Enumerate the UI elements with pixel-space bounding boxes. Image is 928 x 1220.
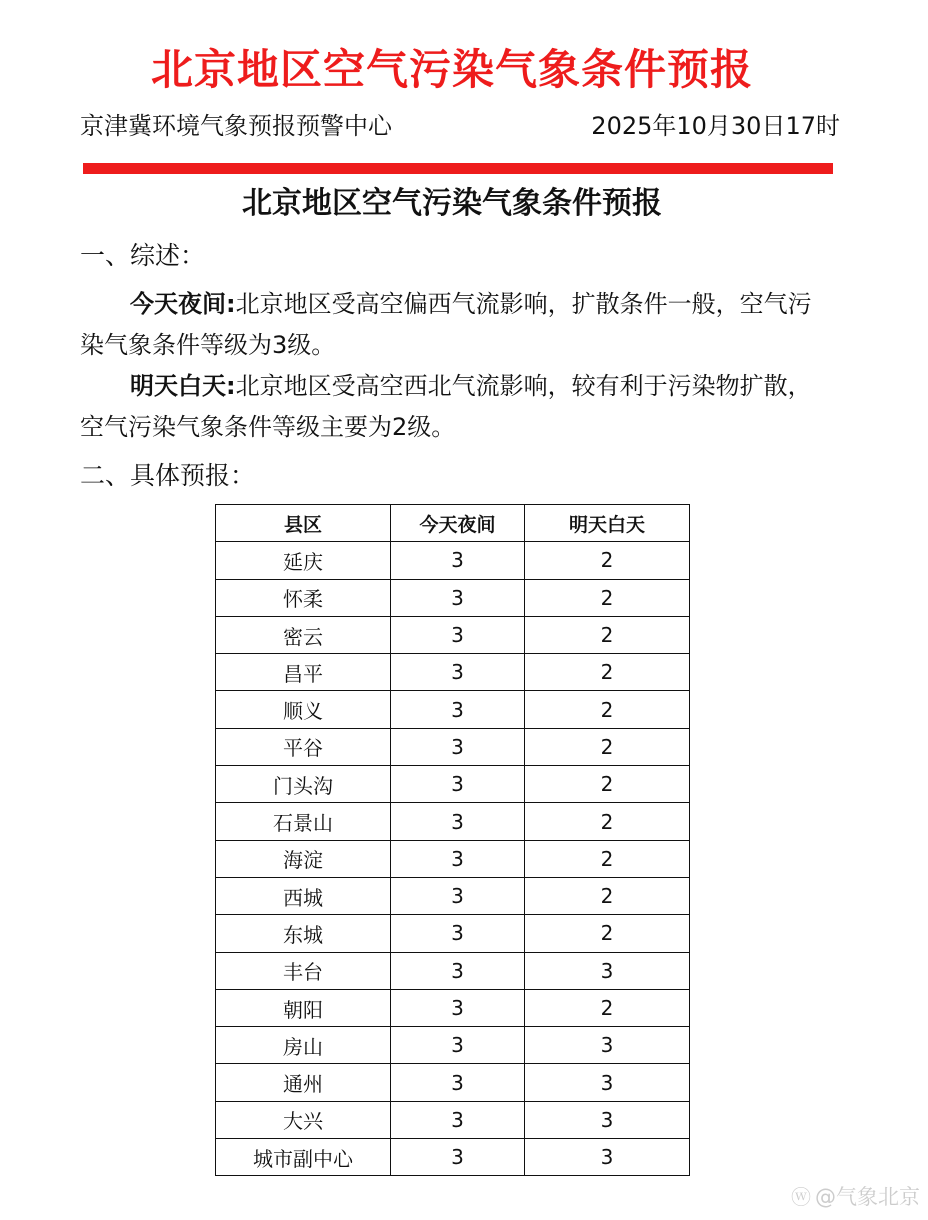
table-row: [216, 766, 690, 803]
tomorrow-level-cell: 3: [525, 1027, 690, 1064]
tomorrow-level-cell: 2: [525, 989, 690, 1026]
district-cell: 石景山: [216, 803, 391, 840]
table-row: [216, 989, 690, 1026]
table-row: [216, 803, 690, 840]
district-cell: 门头沟: [216, 766, 391, 803]
tonight-level-cell: 3: [391, 989, 525, 1026]
table-row: [216, 1139, 690, 1176]
tonight-label: 今天夜间:: [130, 290, 236, 318]
district-cell: 通州: [216, 1064, 391, 1101]
header-tonight: 今天夜间: [391, 505, 525, 542]
issue-time: 2025年10月30日17时: [591, 112, 840, 140]
table-row: [216, 691, 690, 728]
tomorrow-level-cell: 3: [525, 1139, 690, 1176]
tonight-level-cell: 3: [391, 840, 525, 877]
tonight-level-cell: 3: [391, 766, 525, 803]
watermark-text: @气象北京: [815, 1185, 920, 1209]
tonight-level-cell: 3: [391, 579, 525, 616]
tonight-paragraph: [80, 284, 825, 366]
district-cell: 密云: [216, 616, 391, 653]
district-cell: 顺义: [216, 691, 391, 728]
tomorrow-label: 明天白天:: [130, 372, 236, 400]
table-row: [216, 654, 690, 691]
tonight-level-cell: 3: [391, 1064, 525, 1101]
header-district: 县区: [216, 505, 391, 542]
district-cell: 房山: [216, 1027, 391, 1064]
tomorrow-paragraph: [80, 366, 825, 448]
tonight-level-cell: 3: [391, 1101, 525, 1138]
district-cell: 延庆: [216, 542, 391, 579]
tomorrow-level-cell: 3: [525, 1101, 690, 1138]
tomorrow-level-cell: 2: [525, 803, 690, 840]
tomorrow-level-cell: 3: [525, 952, 690, 989]
district-cell: 城市副中心: [216, 1139, 391, 1176]
table-row: [216, 877, 690, 914]
district-cell: 丰台: [216, 952, 391, 989]
district-cell: 西城: [216, 877, 391, 914]
tonight-level-cell: 3: [391, 728, 525, 765]
table-row: [216, 840, 690, 877]
tonight-level-cell: 3: [391, 952, 525, 989]
header-tomorrow: 明天白天: [525, 505, 690, 542]
header-title: 北京地区空气污染气象条件预报: [150, 45, 753, 94]
table-row: [216, 542, 690, 579]
tonight-level-cell: 3: [391, 616, 525, 653]
section-detail-heading: 二、具体预报：: [80, 461, 256, 490]
table-row: [216, 1027, 690, 1064]
district-cell: 朝阳: [216, 989, 391, 1026]
header-divider: [83, 163, 833, 174]
table-row: [216, 915, 690, 952]
district-cell: 东城: [216, 915, 391, 952]
forecast-table: [215, 504, 690, 1176]
tonight-level-cell: 3: [391, 691, 525, 728]
tomorrow-level-cell: 2: [525, 877, 690, 914]
tonight-level-cell: 3: [391, 1139, 525, 1176]
tonight-level-cell: 3: [391, 542, 525, 579]
tomorrow-level-cell: 2: [525, 691, 690, 728]
tomorrow-level-cell: 2: [525, 616, 690, 653]
tomorrow-level-cell: 2: [525, 579, 690, 616]
table-row: [216, 728, 690, 765]
tomorrow-level-cell: 2: [525, 728, 690, 765]
table-row: [216, 579, 690, 616]
issuer-name: 京津冀环境气象预报预警中心: [80, 112, 392, 140]
watermark: [791, 1182, 920, 1212]
tonight-level-cell: 3: [391, 803, 525, 840]
weibo-icon: ⓦ: [791, 1185, 811, 1209]
tomorrow-level-cell: 2: [525, 915, 690, 952]
tomorrow-level-cell: 2: [525, 654, 690, 691]
table-row: [216, 1064, 690, 1101]
tomorrow-text: 北京地区受高空西北气流影响，较有利于污染物扩散，空气污染气象条件等级主要为2级。: [80, 372, 812, 441]
tonight-level-cell: 3: [391, 915, 525, 952]
district-cell: 平谷: [216, 728, 391, 765]
tomorrow-level-cell: 2: [525, 840, 690, 877]
table-row: [216, 1101, 690, 1138]
tomorrow-level-cell: 2: [525, 766, 690, 803]
table-header-row: [216, 505, 690, 542]
district-cell: 海淀: [216, 840, 391, 877]
document-title: 北京地区空气污染气象条件预报: [242, 186, 662, 221]
district-cell: 昌平: [216, 654, 391, 691]
district-cell: 大兴: [216, 1101, 391, 1138]
tonight-text: 北京地区受高空偏西气流影响，扩散条件一般，空气污染气象条件等级为3级。: [80, 290, 812, 359]
tonight-level-cell: 3: [391, 877, 525, 914]
district-cell: 怀柔: [216, 579, 391, 616]
tonight-level-cell: 3: [391, 654, 525, 691]
table-row: [216, 616, 690, 653]
tomorrow-level-cell: 3: [525, 1064, 690, 1101]
section-summary-heading: 一、综述：: [80, 241, 206, 270]
tonight-level-cell: 3: [391, 1027, 525, 1064]
tomorrow-level-cell: 2: [525, 542, 690, 579]
table-row: [216, 952, 690, 989]
